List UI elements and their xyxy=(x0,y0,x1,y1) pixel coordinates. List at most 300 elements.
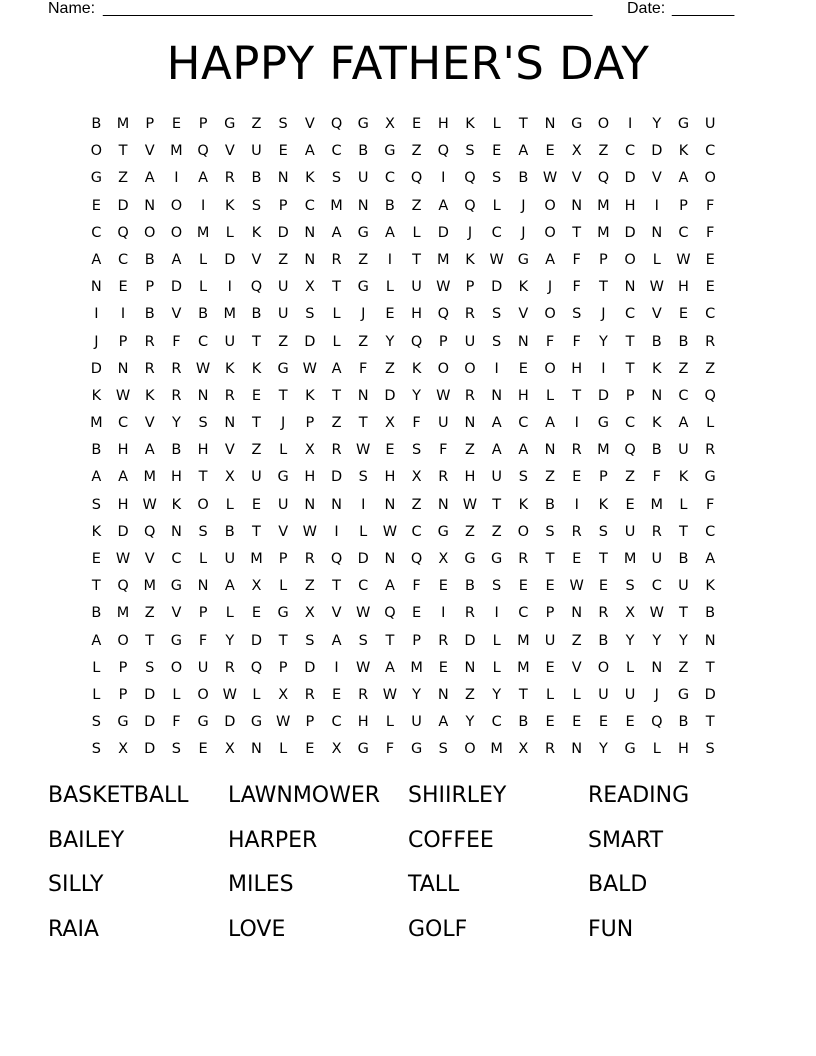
grid-letter[interactable]: N xyxy=(491,387,503,404)
grid-letter[interactable]: O xyxy=(170,197,183,214)
grid-letter[interactable]: K xyxy=(705,578,715,595)
grid-letter[interactable]: A xyxy=(331,632,342,649)
grid-letter[interactable]: R xyxy=(331,442,342,459)
grid-letter[interactable]: A xyxy=(331,224,342,241)
grid-letter[interactable]: Z xyxy=(251,442,262,459)
grid-letter[interactable]: X xyxy=(224,469,235,486)
grid-letter[interactable]: T xyxy=(518,116,528,132)
grid-letter[interactable]: D xyxy=(224,251,236,268)
grid-letter[interactable]: X xyxy=(224,741,235,758)
grid-letter[interactable]: F xyxy=(705,496,715,513)
grid-letter[interactable]: A xyxy=(171,251,182,268)
grid-letter[interactable]: A xyxy=(144,442,155,459)
grid-letter[interactable]: E xyxy=(278,143,288,160)
grid-letter[interactable]: G xyxy=(677,116,690,132)
grid-letter[interactable]: I xyxy=(441,605,446,622)
grid-letter[interactable]: K xyxy=(652,415,662,432)
grid-letter[interactable]: G xyxy=(704,469,716,486)
grid-letter[interactable]: T xyxy=(572,224,582,241)
grid-letter[interactable]: T xyxy=(332,279,341,296)
grid-letter[interactable]: E xyxy=(91,197,101,214)
grid-letter[interactable]: C xyxy=(91,224,102,241)
grid-letter[interactable]: S xyxy=(625,578,635,595)
grid-letter[interactable]: T xyxy=(252,523,261,540)
grid-letter[interactable]: O xyxy=(544,197,556,214)
grid-letter[interactable]: Y xyxy=(652,632,662,649)
grid-letter[interactable]: Z xyxy=(411,496,422,513)
grid-letter[interactable]: V xyxy=(304,116,315,132)
grid-letter[interactable]: L xyxy=(679,496,688,513)
grid-letter[interactable]: K xyxy=(144,387,155,404)
grid-letter[interactable]: N xyxy=(704,632,716,649)
grid-letter[interactable]: K xyxy=(251,224,262,241)
grid-letter[interactable]: E xyxy=(385,442,395,459)
grid-letter[interactable]: Q xyxy=(197,143,209,160)
grid-letter[interactable]: H xyxy=(678,741,689,758)
grid-letter[interactable]: V xyxy=(278,523,289,540)
grid-letter[interactable]: P xyxy=(198,116,208,132)
grid-letter[interactable]: T xyxy=(198,469,208,486)
grid-letter[interactable]: W xyxy=(222,686,237,703)
grid-letter[interactable]: O xyxy=(170,224,183,241)
grid-letter[interactable]: W xyxy=(649,605,664,622)
grid-letter[interactable]: M xyxy=(410,659,423,676)
grid-letter[interactable]: W xyxy=(356,659,371,676)
grid-letter[interactable]: R xyxy=(464,306,475,323)
grid-letter[interactable]: F xyxy=(385,741,395,758)
grid-letter[interactable]: E xyxy=(598,714,608,731)
grid-letter[interactable]: B xyxy=(545,496,555,513)
grid-letter[interactable]: B xyxy=(384,197,395,214)
grid-letter[interactable]: Q xyxy=(464,197,476,214)
grid-letter[interactable]: Q xyxy=(250,659,263,676)
grid-letter[interactable]: Z xyxy=(545,469,555,486)
grid-letter[interactable]: N xyxy=(304,251,316,268)
grid-letter[interactable]: S xyxy=(305,632,315,649)
grid-letter[interactable]: U xyxy=(678,578,689,595)
grid-letter[interactable]: S xyxy=(198,415,208,432)
grid-letter[interactable]: R xyxy=(544,741,556,758)
grid-letter[interactable]: W xyxy=(489,251,504,268)
grid-letter[interactable]: R xyxy=(464,605,475,622)
grid-letter[interactable]: D xyxy=(491,279,503,296)
grid-letter[interactable]: M xyxy=(223,306,237,323)
grid-letter[interactable]: H xyxy=(197,442,209,459)
grid-letter[interactable]: Q xyxy=(410,333,423,350)
grid-letter[interactable]: Y xyxy=(598,333,608,350)
grid-letter[interactable]: S xyxy=(91,496,101,513)
grid-letter[interactable]: W xyxy=(462,496,478,513)
grid-letter[interactable]: H xyxy=(304,469,316,486)
grid-letter[interactable]: A xyxy=(491,415,502,432)
grid-letter[interactable]: H xyxy=(357,714,369,731)
grid-letter[interactable]: T xyxy=(492,496,502,513)
grid-letter[interactable]: S xyxy=(358,469,368,486)
grid-letter[interactable]: A xyxy=(384,578,395,595)
grid-letter[interactable]: R xyxy=(705,442,716,459)
grid-letter[interactable]: U xyxy=(224,333,236,350)
grid-letter[interactable]: V xyxy=(331,605,342,622)
grid-letter[interactable]: V xyxy=(224,442,235,459)
grid-letter[interactable]: T xyxy=(385,632,395,649)
grid-letter[interactable]: O xyxy=(464,741,476,758)
grid-letter[interactable]: F xyxy=(572,251,581,268)
grid-letter[interactable]: D xyxy=(90,360,102,377)
grid-letter[interactable]: O xyxy=(544,360,556,377)
grid-letter[interactable]: S xyxy=(438,741,448,758)
grid-letter[interactable]: W xyxy=(436,387,451,404)
grid-letter[interactable]: H xyxy=(678,279,689,296)
grid-letter[interactable]: D xyxy=(250,632,263,649)
grid-letter[interactable]: R xyxy=(438,632,449,649)
grid-letter[interactable]: P xyxy=(545,605,555,622)
grid-letter[interactable]: N xyxy=(571,197,583,214)
grid-letter[interactable]: T xyxy=(118,143,128,160)
grid-letter[interactable]: V xyxy=(571,170,582,187)
grid-letter[interactable]: V xyxy=(224,143,235,160)
grid-letter[interactable]: M xyxy=(90,415,103,432)
grid-letter[interactable]: I xyxy=(174,170,179,187)
grid-letter[interactable]: E xyxy=(572,714,582,731)
grid-letter[interactable]: I xyxy=(574,496,579,513)
grid-letter[interactable]: C xyxy=(117,415,129,432)
grid-letter[interactable]: Q xyxy=(410,551,423,567)
grid-letter[interactable]: X xyxy=(331,741,342,758)
grid-letter[interactable]: F xyxy=(412,415,421,432)
grid-letter[interactable]: L xyxy=(706,415,715,432)
grid-letter[interactable]: I xyxy=(387,251,393,268)
grid-letter[interactable]: E xyxy=(412,605,422,622)
grid-letter[interactable]: G xyxy=(357,279,369,296)
grid-letter[interactable]: Q xyxy=(117,578,129,595)
grid-letter[interactable]: O xyxy=(464,360,476,377)
grid-letter[interactable]: V xyxy=(144,551,155,567)
grid-letter[interactable]: D xyxy=(437,224,449,241)
grid-letter[interactable]: X xyxy=(438,551,449,567)
grid-letter[interactable]: K xyxy=(598,496,609,513)
grid-letter[interactable]: P xyxy=(412,632,421,649)
grid-letter[interactable]: C xyxy=(705,523,716,540)
grid-letter[interactable]: N xyxy=(144,197,156,214)
grid-letter[interactable]: I xyxy=(200,197,206,214)
grid-letter[interactable]: A xyxy=(118,469,128,486)
grid-letter[interactable]: L xyxy=(225,224,234,241)
grid-letter[interactable]: T xyxy=(679,605,688,622)
grid-letter[interactable]: I xyxy=(494,360,499,377)
grid-letter[interactable]: Z xyxy=(358,251,369,268)
grid-letter[interactable]: C xyxy=(651,578,662,595)
grid-letter[interactable]: P xyxy=(305,714,315,731)
grid-letter[interactable]: X xyxy=(251,578,262,595)
grid-letter[interactable]: Z xyxy=(411,197,422,214)
grid-letter[interactable]: N xyxy=(571,741,583,758)
grid-letter[interactable]: L xyxy=(332,306,341,323)
grid-letter[interactable]: H xyxy=(517,387,529,404)
grid-letter[interactable]: E xyxy=(705,251,715,268)
grid-letter[interactable]: L xyxy=(652,741,661,758)
grid-letter[interactable]: O xyxy=(117,632,129,649)
grid-letter[interactable]: N xyxy=(544,116,556,132)
grid-letter[interactable]: X xyxy=(518,741,529,758)
grid-letter[interactable]: N xyxy=(117,360,129,377)
grid-letter[interactable]: A xyxy=(384,224,395,241)
grid-letter[interactable]: D xyxy=(224,714,236,731)
grid-letter[interactable]: S xyxy=(171,741,182,758)
grid-letter[interactable]: V xyxy=(144,143,155,160)
grid-letter[interactable]: X xyxy=(384,415,395,432)
grid-letter[interactable]: P xyxy=(465,279,475,296)
grid-letter[interactable]: N xyxy=(464,415,476,432)
grid-letter[interactable]: M xyxy=(170,143,183,160)
grid-letter[interactable]: L xyxy=(279,442,288,459)
grid-letter[interactable]: C xyxy=(678,387,689,404)
grid-letter[interactable]: N xyxy=(437,686,449,703)
grid-letter[interactable]: B xyxy=(678,333,689,350)
grid-letter[interactable]: H xyxy=(411,306,423,323)
grid-letter[interactable]: K xyxy=(518,279,529,296)
grid-letter[interactable]: C xyxy=(518,415,529,432)
grid-letter[interactable]: D xyxy=(357,551,369,567)
grid-letter[interactable]: C xyxy=(304,197,315,214)
grid-letter[interactable]: Y xyxy=(385,333,395,350)
grid-letter[interactable]: L xyxy=(225,605,234,622)
grid-letter[interactable]: M xyxy=(116,605,130,622)
grid-letter[interactable]: H xyxy=(464,469,476,486)
grid-letter[interactable]: I xyxy=(334,523,339,540)
grid-letter[interactable]: X xyxy=(384,116,395,132)
grid-letter[interactable]: G xyxy=(170,632,183,649)
grid-letter[interactable]: W xyxy=(356,442,371,459)
grid-letter[interactable]: L xyxy=(252,686,261,703)
grid-letter[interactable]: K xyxy=(518,496,529,513)
grid-letter[interactable]: Y xyxy=(652,116,662,132)
grid-letter[interactable]: Q xyxy=(410,170,423,187)
grid-letter[interactable]: T xyxy=(705,659,715,676)
grid-letter[interactable]: N xyxy=(651,387,663,404)
grid-letter[interactable]: Q xyxy=(437,143,449,160)
grid-letter[interactable]: J xyxy=(94,333,99,350)
grid-letter[interactable]: K xyxy=(305,387,315,404)
grid-letter[interactable]: G xyxy=(357,116,369,132)
grid-letter[interactable]: J xyxy=(547,279,553,296)
grid-letter[interactable]: B xyxy=(598,632,609,649)
grid-letter[interactable]: Z xyxy=(411,143,422,160)
grid-letter[interactable]: D xyxy=(624,224,636,241)
grid-letter[interactable]: N xyxy=(251,741,262,758)
grid-letter[interactable]: I xyxy=(334,659,339,676)
grid-letter[interactable]: Y xyxy=(598,741,608,758)
grid-letter[interactable]: N xyxy=(651,224,663,241)
grid-letter[interactable]: R xyxy=(144,360,155,377)
grid-letter[interactable]: I xyxy=(441,170,446,187)
grid-letter[interactable]: R xyxy=(358,686,369,703)
grid-letter[interactable]: F xyxy=(412,578,421,595)
grid-letter[interactable]: F xyxy=(545,333,555,350)
grid-letter[interactable]: S xyxy=(518,469,528,486)
grid-letter[interactable]: T xyxy=(332,578,341,595)
grid-letter[interactable]: R xyxy=(224,387,235,404)
grid-letter[interactable]: U xyxy=(251,143,262,160)
grid-letter[interactable]: O xyxy=(90,143,103,160)
grid-letter[interactable]: S xyxy=(705,741,715,758)
grid-letter[interactable]: S xyxy=(198,523,208,540)
grid-letter[interactable]: E xyxy=(171,116,181,132)
grid-letter[interactable]: Y xyxy=(412,387,422,404)
grid-letter[interactable]: D xyxy=(170,279,182,296)
grid-letter[interactable]: E xyxy=(412,116,422,132)
grid-letter[interactable]: Q xyxy=(144,523,156,540)
grid-letter[interactable]: E xyxy=(331,686,342,703)
grid-letter[interactable]: V xyxy=(171,306,182,323)
grid-letter[interactable]: Y xyxy=(679,632,688,649)
grid-letter[interactable]: K xyxy=(465,116,475,132)
grid-letter[interactable]: O xyxy=(197,686,209,703)
grid-letter[interactable]: U xyxy=(491,469,502,486)
grid-letter[interactable]: H xyxy=(437,116,449,132)
grid-letter[interactable]: U xyxy=(651,551,663,567)
grid-letter[interactable]: M xyxy=(650,496,664,513)
grid-letter[interactable]: W xyxy=(356,605,371,622)
grid-letter[interactable]: F xyxy=(652,469,661,486)
grid-letter[interactable]: B xyxy=(358,143,369,160)
grid-letter[interactable]: T xyxy=(598,279,608,296)
grid-letter[interactable]: N xyxy=(331,496,342,513)
grid-letter[interactable]: D xyxy=(624,170,636,187)
grid-letter[interactable]: M xyxy=(250,551,263,567)
grid-letter[interactable]: E xyxy=(251,605,262,622)
grid-letter[interactable]: H xyxy=(117,442,129,459)
grid-letter[interactable]: X xyxy=(278,686,289,703)
grid-letter[interactable]: G xyxy=(410,741,423,758)
grid-letter[interactable]: O xyxy=(517,523,530,540)
grid-letter[interactable]: M xyxy=(597,442,610,459)
grid-letter[interactable]: W xyxy=(542,170,558,187)
grid-letter[interactable]: D xyxy=(330,469,343,486)
grid-letter[interactable]: A xyxy=(331,360,342,377)
grid-letter[interactable]: O xyxy=(597,116,610,132)
grid-letter[interactable]: P xyxy=(305,415,315,432)
grid-letter[interactable]: X xyxy=(304,279,315,296)
grid-letter[interactable]: S xyxy=(572,306,582,323)
grid-letter[interactable]: U xyxy=(277,496,289,513)
grid-letter[interactable]: F xyxy=(705,197,715,214)
grid-letter[interactable]: L xyxy=(225,496,234,513)
grid-letter[interactable]: A xyxy=(491,442,502,459)
grid-letter[interactable]: A xyxy=(91,469,102,486)
grid-letter[interactable]: E xyxy=(198,741,208,758)
grid-letter[interactable]: S xyxy=(91,741,101,758)
grid-letter[interactable]: M xyxy=(330,197,343,214)
grid-letter[interactable]: N xyxy=(304,224,316,241)
grid-letter[interactable]: I xyxy=(227,279,232,296)
grid-letter[interactable]: L xyxy=(279,741,288,758)
grid-letter[interactable]: Z xyxy=(358,333,369,350)
grid-letter[interactable]: K xyxy=(225,360,235,377)
grid-letter[interactable]: U xyxy=(277,279,289,296)
grid-letter[interactable]: O xyxy=(597,659,610,676)
grid-letter[interactable]: K xyxy=(678,469,689,486)
grid-letter[interactable]: B xyxy=(251,170,262,187)
grid-letter[interactable]: Q xyxy=(330,551,343,567)
grid-letter[interactable]: D xyxy=(651,143,663,160)
grid-letter[interactable]: H xyxy=(384,469,396,486)
grid-letter[interactable]: B xyxy=(651,442,662,459)
grid-letter[interactable]: M xyxy=(623,551,637,567)
grid-letter[interactable]: Z xyxy=(598,143,609,160)
grid-letter[interactable]: G xyxy=(677,686,690,703)
grid-letter[interactable]: K xyxy=(678,143,689,160)
grid-letter[interactable]: P xyxy=(438,333,448,350)
grid-letter[interactable]: S xyxy=(331,170,342,187)
grid-letter[interactable]: C xyxy=(411,523,422,540)
grid-letter[interactable]: B xyxy=(171,442,182,459)
grid-letter[interactable]: P xyxy=(145,116,155,132)
grid-letter[interactable]: Y xyxy=(225,632,235,649)
grid-letter[interactable]: J xyxy=(521,224,526,241)
grid-letter[interactable]: W xyxy=(115,387,131,404)
grid-letter[interactable]: E xyxy=(625,714,635,731)
grid-letter[interactable]: O xyxy=(544,224,556,241)
grid-letter[interactable]: S xyxy=(145,659,155,676)
grid-letter[interactable]: E xyxy=(625,496,635,513)
grid-letter[interactable]: O xyxy=(704,170,716,187)
grid-letter[interactable]: F xyxy=(172,333,181,350)
grid-letter[interactable]: N xyxy=(277,170,289,187)
grid-letter[interactable]: C xyxy=(625,306,636,323)
grid-letter[interactable]: Q xyxy=(437,306,449,323)
grid-letter[interactable]: G xyxy=(277,469,289,486)
grid-letter[interactable]: J xyxy=(281,415,286,432)
grid-letter[interactable]: U xyxy=(411,279,422,296)
grid-letter[interactable]: C xyxy=(384,170,395,187)
grid-letter[interactable]: F xyxy=(439,442,448,459)
grid-letter[interactable]: U xyxy=(251,469,262,486)
grid-letter[interactable]: P xyxy=(145,279,155,296)
grid-letter[interactable]: C xyxy=(331,143,342,160)
grid-letter[interactable]: G xyxy=(277,360,289,377)
grid-letter[interactable]: O xyxy=(624,251,636,268)
grid-letter[interactable]: N xyxy=(90,279,102,296)
grid-letter[interactable]: L xyxy=(412,224,421,241)
grid-letter[interactable]: S xyxy=(492,306,502,323)
grid-letter[interactable]: L xyxy=(199,251,208,268)
grid-letter[interactable]: D xyxy=(384,387,396,404)
grid-letter[interactable]: Z xyxy=(705,360,716,377)
grid-letter[interactable]: T xyxy=(598,551,608,567)
grid-letter[interactable]: P xyxy=(625,387,635,404)
grid-letter[interactable]: W xyxy=(649,279,664,296)
grid-letter[interactable]: N xyxy=(197,578,209,595)
grid-letter[interactable]: N xyxy=(437,496,449,513)
grid-letter[interactable]: F xyxy=(705,224,715,241)
grid-letter[interactable]: T xyxy=(679,523,688,540)
grid-letter[interactable]: W xyxy=(382,523,398,540)
grid-letter[interactable]: D xyxy=(144,714,156,731)
grid-letter[interactable]: T xyxy=(252,415,261,432)
grid-letter[interactable]: Z xyxy=(571,632,582,649)
grid-letter[interactable]: G xyxy=(90,170,102,187)
grid-letter[interactable]: P xyxy=(278,551,288,567)
grid-letter[interactable]: Z xyxy=(678,659,689,676)
grid-letter[interactable]: S xyxy=(598,523,609,540)
grid-letter[interactable]: R xyxy=(224,659,235,676)
grid-letter[interactable]: K xyxy=(171,496,182,513)
grid-letter[interactable]: U xyxy=(411,714,422,731)
grid-letter[interactable]: V xyxy=(144,415,155,432)
grid-letter[interactable]: G xyxy=(517,251,529,268)
grid-letter[interactable]: L xyxy=(545,686,555,703)
grid-letter[interactable]: P xyxy=(118,686,128,703)
